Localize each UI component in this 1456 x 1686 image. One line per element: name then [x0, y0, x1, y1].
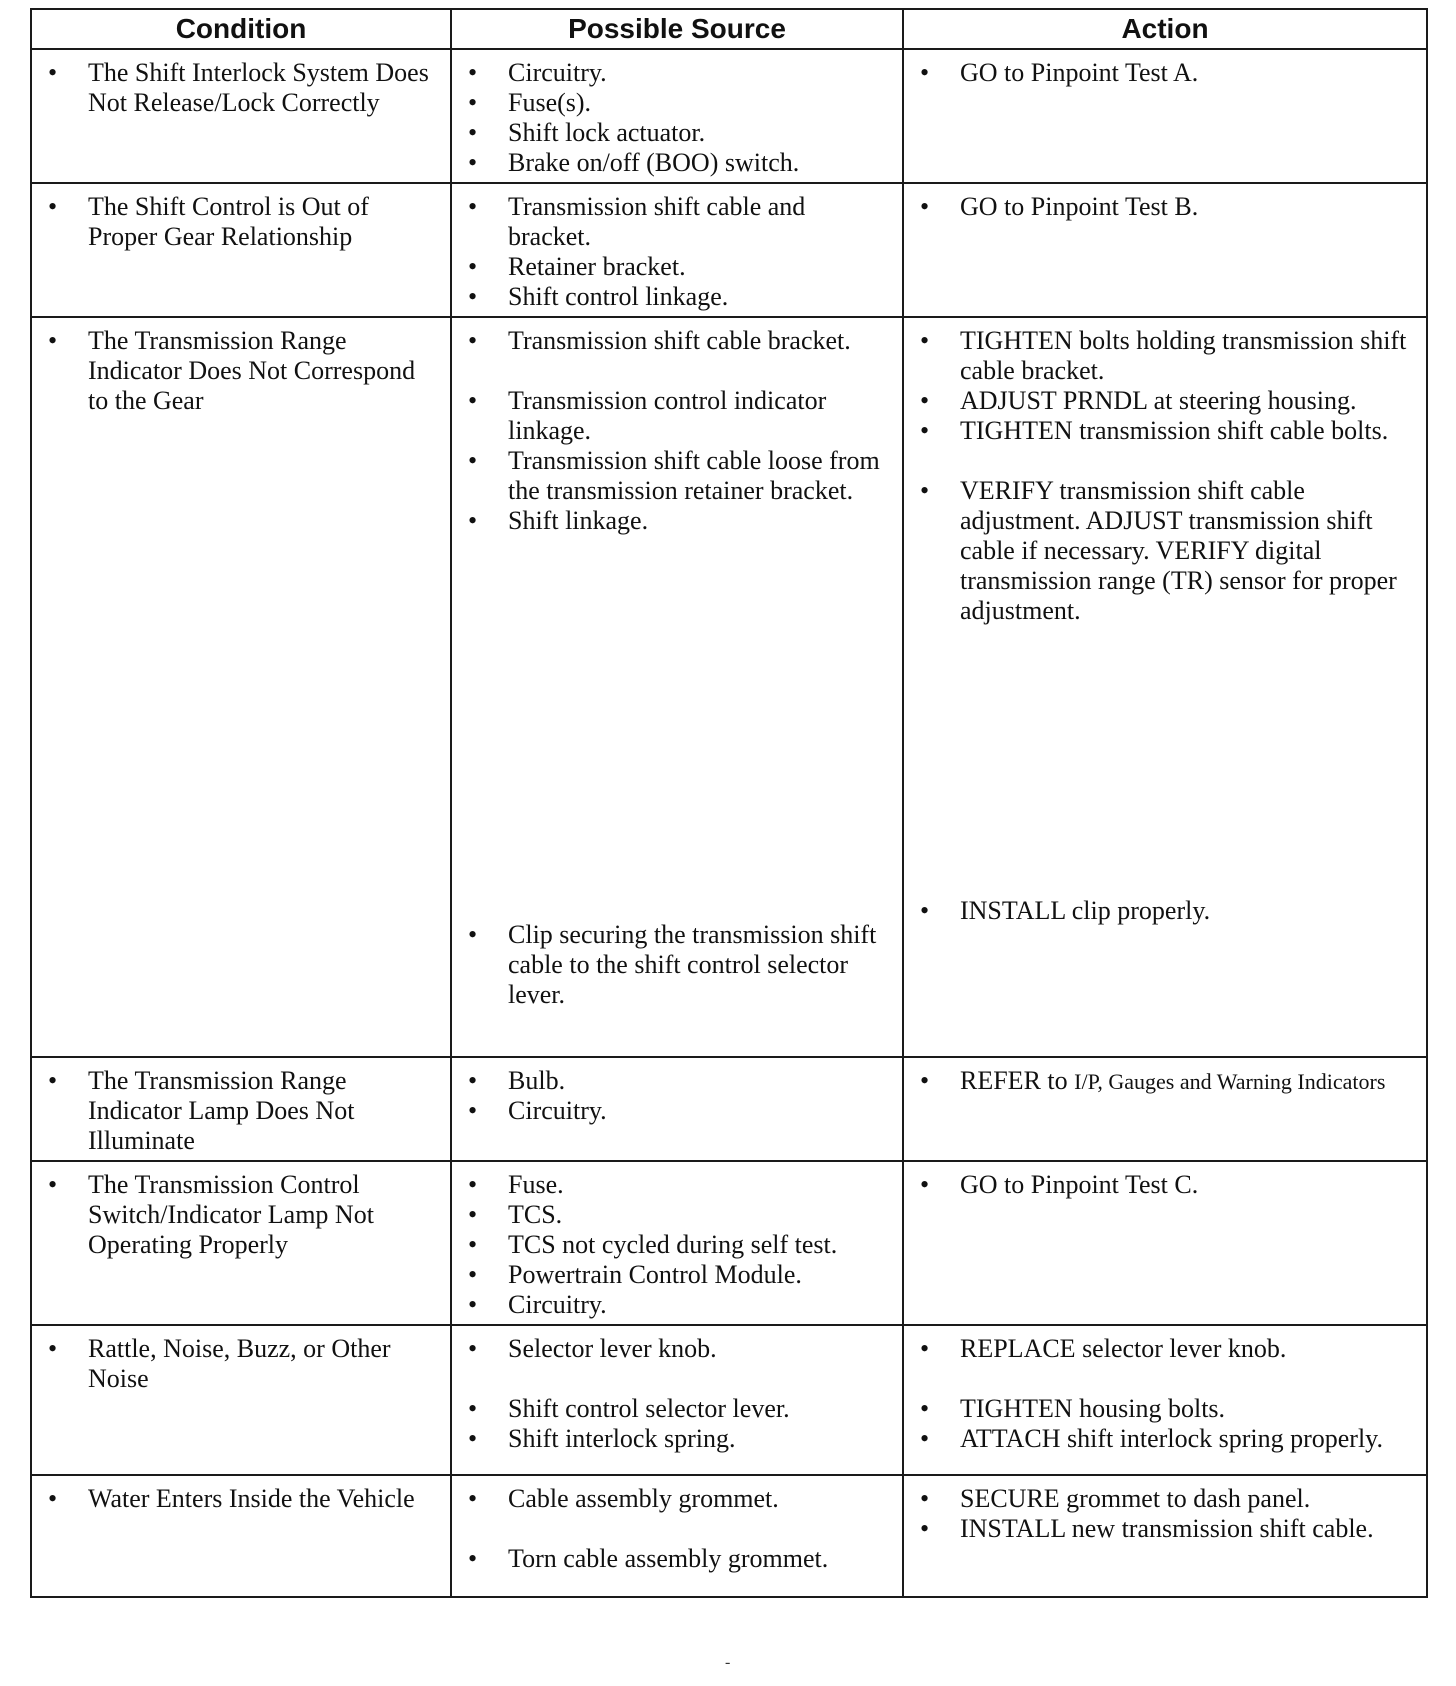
source-item: • Clip securing the transmission shift cable to the shift control selector lever.: [462, 920, 892, 1010]
action-item: • GO to Pinpoint Test A.: [914, 58, 1416, 88]
source-cell: [451, 49, 903, 183]
source-item: • Bulb.: [462, 1066, 892, 1096]
table-row: [31, 1475, 1427, 1597]
condition-cell: [31, 1161, 451, 1325]
action-item: • INSTALL clip properly.: [914, 896, 1416, 926]
table-row: [31, 183, 1427, 317]
action-cell: [903, 1325, 1427, 1475]
source-item: • Shift control selector lever.: [462, 1394, 892, 1424]
action-cell: [903, 183, 1427, 317]
source-cell: [451, 1475, 903, 1597]
source-item: • Transmission shift cable bracket.: [462, 326, 892, 356]
source-item: • Circuitry.: [462, 1096, 892, 1126]
source-item: • Brake on/off (BOO) switch.: [462, 148, 892, 178]
table-row: [31, 1325, 1427, 1475]
action-item: • TIGHTEN bolts holding transmission shift cable bracket.: [914, 326, 1416, 386]
condition-text: • Water Enters Inside the Vehicle: [42, 1484, 440, 1514]
action-item: • VERIFY transmission shift cable adjustment. ADJUST transmission shift cable if necessary. VERIFY digital transmission range (TR) sensor for proper adjustment.: [914, 476, 1416, 626]
action-cell: [903, 49, 1427, 183]
source-item: • Shift control linkage.: [462, 282, 892, 312]
source-cell: [451, 183, 903, 317]
source-item: • Torn cable assembly grommet.: [462, 1544, 892, 1574]
table-row: [31, 1161, 1427, 1325]
condition-cell: [31, 49, 451, 183]
action-cell: [903, 1161, 1427, 1325]
condition-text: • Rattle, Noise, Buzz, or Other Noise: [42, 1334, 440, 1394]
table-row: [31, 1057, 1427, 1161]
action-cell: [903, 317, 1427, 1057]
refer-label: REFER to: [960, 1066, 1068, 1095]
source-item: • Retainer bracket.: [462, 252, 892, 282]
condition-text: • The Shift Control is Out of Proper Gear Relationship: [42, 192, 440, 252]
condition-text: • The Shift Interlock System Does Not Release/Lock Correctly: [42, 58, 440, 118]
source-cell: [451, 1057, 903, 1161]
source-item: • Shift interlock spring.: [462, 1424, 892, 1454]
source-item: • Circuitry.: [462, 58, 892, 88]
header-possible-source: Possible Source: [451, 9, 903, 49]
source-item: • Selector lever knob.: [462, 1334, 892, 1364]
source-item: • Shift linkage.: [462, 506, 892, 536]
condition-text: • The Transmission Control Switch/Indicator Lamp Not Operating Properly: [42, 1170, 440, 1260]
source-item: • Fuse.: [462, 1170, 892, 1200]
action-item: • ADJUST PRNDL at steering housing.: [914, 386, 1416, 416]
table-row: [31, 49, 1427, 183]
condition-text: • The Transmission Range Indicator Does Not Correspond to the Gear: [42, 326, 440, 416]
refer-target: I/P, Gauges and Warning Indicators: [1074, 1069, 1386, 1094]
action-item: • REPLACE selector lever knob.: [914, 1334, 1416, 1364]
source-item: • TCS.: [462, 1200, 892, 1230]
source-cell: [451, 317, 903, 1057]
action-item: • TIGHTEN transmission shift cable bolts.: [914, 416, 1416, 446]
condition-cell: [31, 317, 451, 1057]
source-item: • Transmission shift cable loose from the transmission retainer bracket.: [462, 446, 892, 506]
header-condition: Condition: [31, 9, 451, 49]
source-item: • Transmission shift cable and bracket.: [462, 192, 892, 252]
condition-cell: [31, 1325, 451, 1475]
action-item: • ATTACH shift interlock spring properly.: [914, 1424, 1416, 1454]
action-cell: [903, 1475, 1427, 1597]
source-item: • Shift lock actuator.: [462, 118, 892, 148]
condition-text: • The Transmission Range Indicator Lamp Does Not Illuminate: [42, 1066, 440, 1156]
action-item: [914, 1066, 1416, 1097]
condition-cell: [31, 1475, 451, 1597]
action-item: • GO to Pinpoint Test B.: [914, 192, 1416, 222]
header-action: Action: [903, 9, 1427, 49]
source-item: • Transmission control indicator linkage.: [462, 386, 892, 446]
action-item: • GO to Pinpoint Test C.: [914, 1170, 1416, 1200]
page-mark: -: [725, 1654, 731, 1671]
source-cell: [451, 1325, 903, 1475]
action-item: • SECURE grommet to dash panel.: [914, 1484, 1416, 1514]
table-row: [31, 317, 1427, 1057]
source-item: • Powertrain Control Module.: [462, 1260, 892, 1290]
diagnosis-table: [30, 8, 1428, 1598]
source-item: • Circuitry.: [462, 1290, 892, 1320]
action-item: • INSTALL new transmission shift cable.: [914, 1514, 1416, 1544]
source-item: • TCS not cycled during self test.: [462, 1230, 892, 1260]
source-item: • Cable assembly grommet.: [462, 1484, 892, 1514]
source-item: • Fuse(s).: [462, 88, 892, 118]
condition-cell: [31, 183, 451, 317]
source-cell: [451, 1161, 903, 1325]
condition-cell: [31, 1057, 451, 1161]
action-cell: [903, 1057, 1427, 1161]
header-row: [31, 9, 1427, 49]
action-item: • TIGHTEN housing bolts.: [914, 1394, 1416, 1424]
